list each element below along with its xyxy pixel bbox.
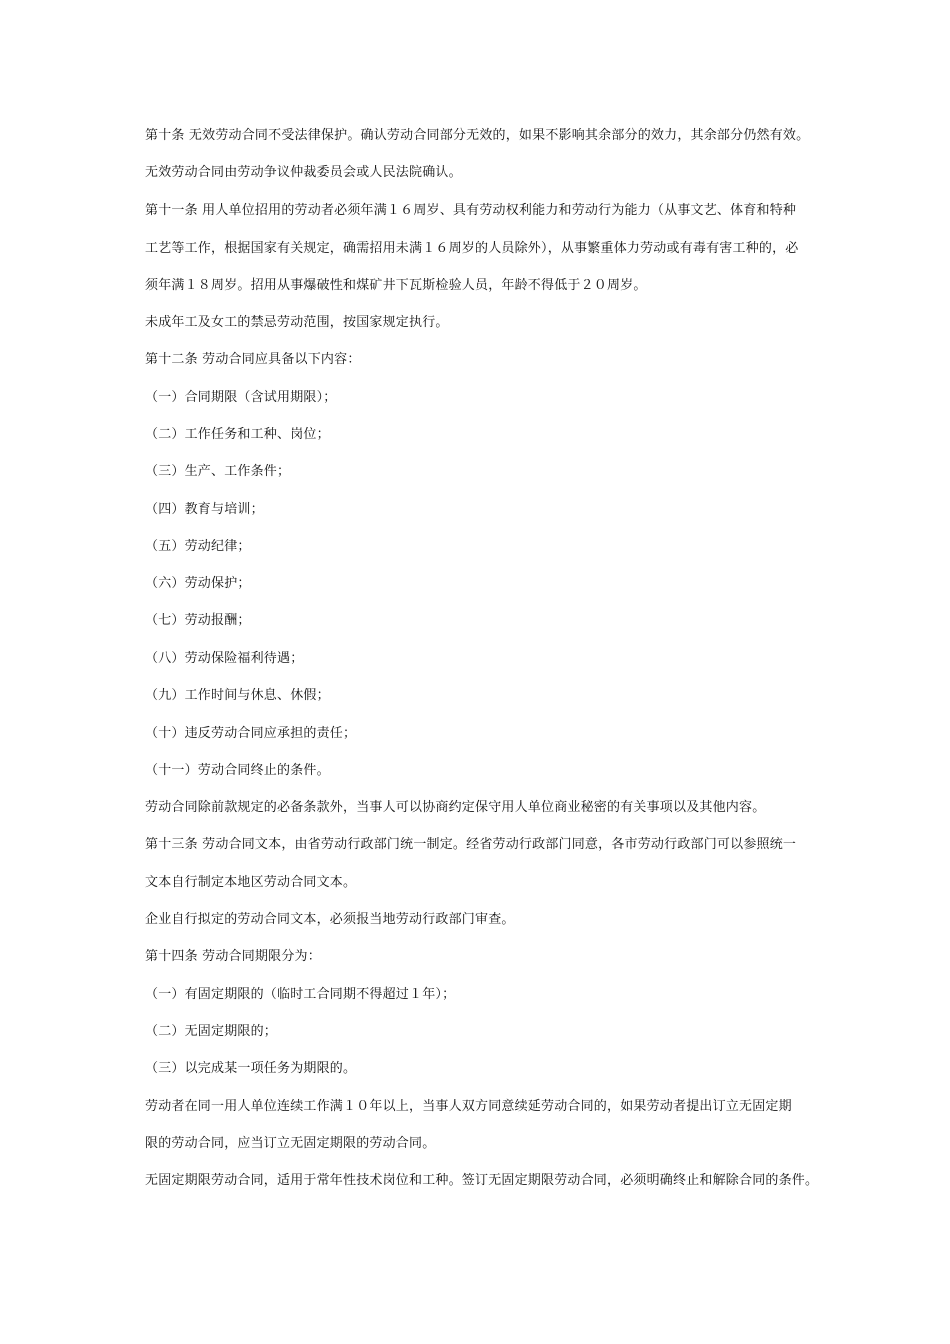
text-line: 工艺等工作，根据国家有关规定，确需招用未满１６周岁的人员除外），从事繁重体力劳动或有毒有害工种的，必 (145, 241, 799, 256)
text-line: 第十四条 劳动合同期限分为： (145, 949, 321, 964)
text-line: （一）有固定期限的（临时工合同期不得超过１年）； (145, 987, 456, 1002)
text-line: （四）教育与培训； (145, 502, 264, 517)
text-line: （二）无固定期限的； (145, 1024, 278, 1039)
text-line: 第十一条 用人单位招用的劳动者必须年满１６周岁、具有劳动权利能力和劳动行为能力（从事文艺、体育和特种 (145, 203, 797, 218)
text-line: 第十条 无效劳动合同不受法律保护。确认劳动合同部分无效的，如果不影响其余部分的效力，其余部分仍然有效。 (145, 128, 810, 143)
text-line: （一）合同期限（含试用期限）； (145, 390, 337, 405)
text-line: 须年满１８周岁。招用从事爆破性和煤矿井下瓦斯检验人员，年龄不得低于２０周岁。 (145, 278, 647, 293)
text-line: （十一）劳动合同终止的条件。 (145, 763, 330, 778)
text-line: （七）劳动报酬； (145, 613, 251, 628)
text-line: 文本自行制定本地区劳动合同文本。 (145, 875, 357, 890)
text-line: （二）工作任务和工种、岗位； (145, 427, 330, 442)
text-line: 劳动者在同一用人单位连续工作满１０年以上，当事人双方同意续延劳动合同的，如果劳动者提出订立无固定期 (145, 1099, 792, 1114)
text-line: （九）工作时间与休息、休假； (145, 688, 330, 703)
text-line: （三）生产、工作条件； (145, 464, 291, 479)
text-line: （六）劳动保护； (145, 576, 251, 591)
text-line: 企业自行拟定的劳动合同文本，必须报当地劳动行政部门审查。 (145, 912, 515, 927)
text-line: （五）劳动纪律； (145, 539, 251, 554)
text-line: 未成年工及女工的禁忌劳动范围，按国家规定执行。 (145, 315, 449, 330)
text-line: 无固定期限劳动合同，适用于常年性技术岗位和工种。签订无固定期限劳动合同，必须明确终止和解除合同的条件。 (145, 1173, 819, 1188)
text-line: 劳动合同除前款规定的必备条款外，当事人可以协商约定保守用人单位商业秘密的有关事项以及其他内容。 (145, 800, 766, 815)
text-line: 第十三条 劳动合同文本，由省劳动行政部门统一制定。经省劳动行政部门同意，各市劳动行政部门可以参照统一 (145, 837, 797, 852)
text-line: （十）违反劳动合同应承担的责任； (145, 726, 357, 741)
text-line: 限的劳动合同，应当订立无固定期限的劳动合同。 (145, 1136, 436, 1151)
text-line: 无效劳动合同由劳动争议仲裁委员会或人民法院确认。 (145, 165, 462, 180)
text-line: （三）以完成某一项任务为期限的。 (145, 1061, 357, 1076)
text-line: 第十二条 劳动合同应具备以下内容： (145, 352, 361, 367)
text-line: （八）劳动保险福利待遇； (145, 651, 304, 666)
